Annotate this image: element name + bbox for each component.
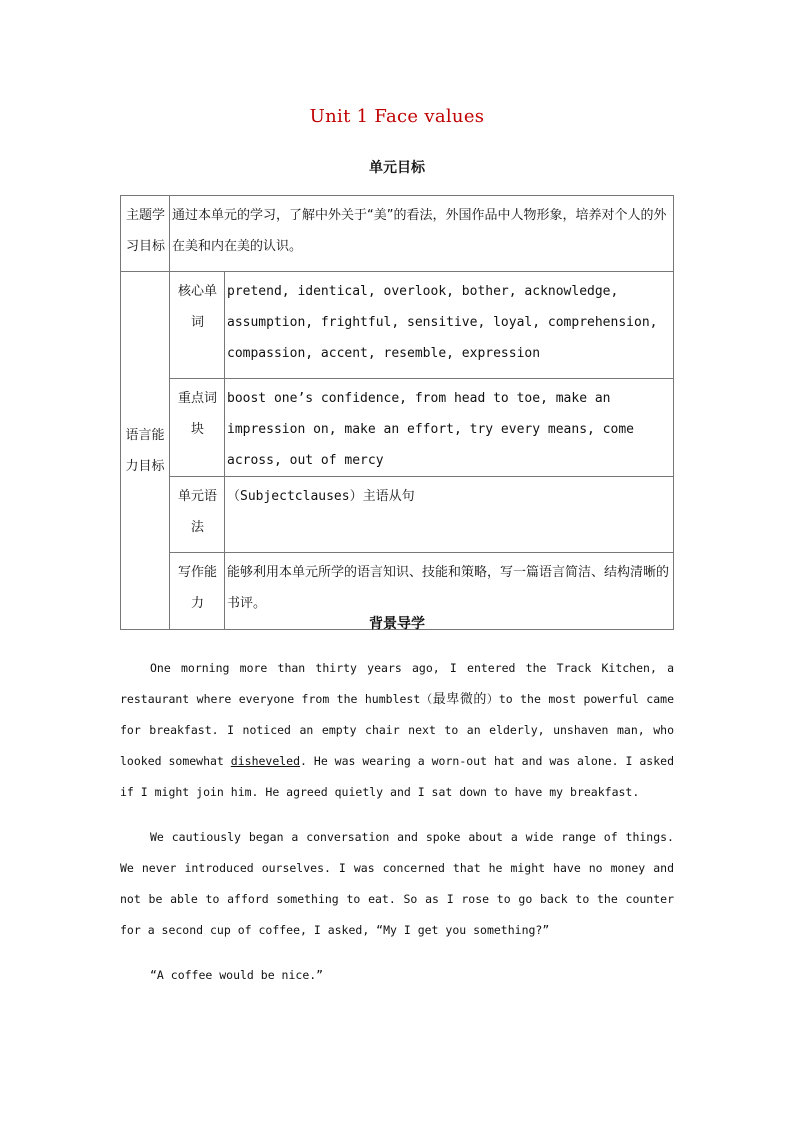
- underlined-word: disheveled: [230, 754, 301, 768]
- table-row: [121, 379, 674, 477]
- theme-goal-label: 主题学习目标: [121, 196, 170, 272]
- passage-paragraph-1: [120, 653, 674, 808]
- table-row: [121, 272, 674, 379]
- unit-goals-table: [120, 195, 674, 630]
- writing-content: 能够利用本单元所学的语言知识、技能和策略，写一篇语言简洁、结构清晰的书评。: [225, 553, 674, 630]
- table-row: [121, 477, 674, 553]
- table-row: [121, 196, 674, 272]
- grammar-label: 单元语法: [170, 477, 225, 553]
- paragraph-text: We cautiously began a conversation and spoke about a wide range of things. We never introduced ourselves. I was concerned that he might have no money and not be able to afford something to eat. So as I rose to go back to the counter for a second cup of coffee, I asked, “My I get you something?”: [120, 830, 674, 937]
- paragraph-text: One morning more than thirty years ago, I entered the Track Kitchen, a restaurant where everyone from the humblest（: [120, 661, 674, 706]
- theme-goal-content: 通过本单元的学习，了解中外关于“美”的看法，外国作品中人物形象，培养对个人的外在美和内在美的认识。: [170, 196, 674, 272]
- unit-title: Unit 1 Face values: [309, 106, 485, 127]
- passage-paragraph-3: [120, 960, 674, 991]
- background-reading-heading: 背景导学: [369, 616, 425, 632]
- unit-goals-heading: 单元目标: [369, 160, 425, 176]
- core-words-label: 核心单词: [170, 272, 225, 379]
- key-phrases-label: 重点词块: [170, 379, 225, 477]
- key-phrases-content: boost one’s confidence, from head to toe, make an impression on, make an effort, try every means, come across, out of mercy: [225, 379, 674, 477]
- writing-label: 写作能力: [170, 553, 225, 630]
- language-goal-label: 语言能力目标: [121, 272, 170, 630]
- passage-paragraph-2: [120, 822, 674, 946]
- core-words-content: pretend, identical, overlook, bother, acknowledge, assumption, frightful, sensitive, loyal, comprehension, compassion, accent, resemble, expression: [225, 272, 674, 379]
- grammar-content: （Subjectclauses）主语从句: [225, 477, 674, 553]
- chinese-gloss: 最卑微的: [432, 692, 487, 707]
- paragraph-text: . He was wearing a worn-out hat and was alone. I asked if I might join him. He agreed quietly and I sat down to have my breakfast.: [120, 754, 674, 799]
- paragraph-text: ）to the most powerful came for breakfast. I noticed an empty chair next to an elderly, unshaven man, who looked somewhat: [120, 692, 674, 768]
- paragraph-text: “A coffee would be nice.”: [150, 968, 324, 982]
